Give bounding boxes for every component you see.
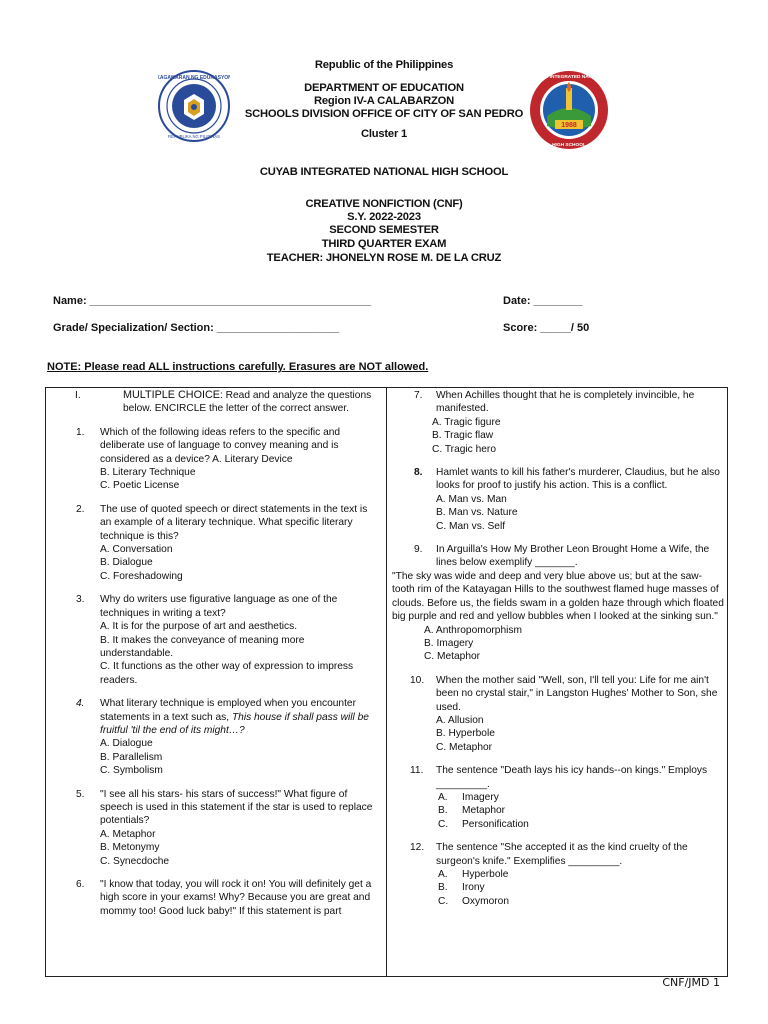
option-letter: A. xyxy=(438,791,448,803)
option-a[interactable]: A. Conversation xyxy=(100,544,173,556)
option-c[interactable] xyxy=(438,895,724,908)
question-11 xyxy=(392,764,724,831)
option-c[interactable]: C. Synecdoche xyxy=(100,855,170,867)
question-text: Why do writers use figurative language as one of the techniques in writing a text? xyxy=(100,594,338,619)
question-text: The use of quoted speech or direct statements in the text is an example of a literary technique. What specific literary technique is this? xyxy=(100,503,368,542)
question-6 xyxy=(48,878,380,918)
question-9 xyxy=(392,543,724,664)
department-line: DEPARTMENT OF EDUCATION xyxy=(304,82,464,94)
option-text: Oxymoron xyxy=(462,895,509,907)
svg-text:CUYAB INTEGRATED NATIONAL: CUYAB INTEGRATED NATIONAL xyxy=(531,75,607,80)
question-number: 8. xyxy=(414,467,423,479)
option-b[interactable]: B. Imagery xyxy=(424,637,474,649)
option-c[interactable] xyxy=(438,818,724,831)
svg-text:1988: 1988 xyxy=(561,122,577,129)
name-field[interactable]: Name: ______________________________________________ xyxy=(53,295,372,307)
option-text: Irony xyxy=(462,882,485,894)
section-instruction-a: : Read and analyze the questions xyxy=(220,390,372,401)
section-instruction-b: below. ENCIRCLE the letter of the correct answer. xyxy=(123,403,349,415)
question-text: "I see all his stars- his stars of success!" What figure of speech is used in this statement if the star is used to replace potentials? xyxy=(100,788,373,827)
option-b[interactable]: B. Hyperbole xyxy=(436,728,495,740)
republic-line: Republic of the Philippines xyxy=(314,59,454,71)
section-heading xyxy=(48,389,380,416)
option-c[interactable]: C. Foreshadowing xyxy=(100,570,183,582)
question-number: 4. xyxy=(76,698,85,710)
date-field[interactable]: Date: ________ xyxy=(503,295,583,307)
score-field[interactable]: Score: _____/ 50 xyxy=(503,322,590,334)
option-b[interactable]: B. Literary Technique xyxy=(100,467,196,479)
option-a[interactable]: A. Metaphor xyxy=(100,828,156,840)
option-c[interactable]: C. Tragic hero xyxy=(432,443,496,455)
quoted-passage: "The sky was wide and deep and very blue above us; but at the saw-tooth rim of the Katayagan Hills to the southwest flamed huge masses of clouds. Before us, the fields swam in a golden haze through which floated big purple and red and yellow bubbles when I looked at the sinking sun." xyxy=(392,570,724,623)
question-text: Hamlet wants to kill his father's murderer, Claudius, but he also looks for proof to justify his action. This is a conflict. xyxy=(436,467,720,492)
question-quote: This house if shall pass will be fruitful 'til the end of its might…? xyxy=(100,711,369,736)
page-footer: CNF/JMD 1 xyxy=(662,976,720,989)
question-7 xyxy=(392,389,724,456)
question-text: The sentence "She accepted it as the kind cruelty of the surgeon's knife." Exemplifies _________. xyxy=(436,842,688,867)
division-line: SCHOOLS DIVISION OFFICE OF CITY OF SAN PEDRO xyxy=(244,108,524,120)
question-2 xyxy=(48,503,380,583)
option-b[interactable]: B. Tragic flaw xyxy=(432,430,494,442)
option-c[interactable]: C. Metaphor xyxy=(424,651,481,663)
question-1 xyxy=(48,426,380,493)
cluster-line: Cluster 1 xyxy=(360,128,408,140)
subject-line: CREATIVE NONFICTION (CNF) xyxy=(305,198,463,210)
svg-text:REPUBLIKA NG PILIPINAS: REPUBLIKA NG PILIPINAS xyxy=(168,134,220,139)
option-b[interactable]: B. It makes the conveyance of meaning more understandable. xyxy=(100,634,305,659)
question-text xyxy=(100,697,380,737)
question-number: 3. xyxy=(76,594,85,606)
option-letter: A. xyxy=(438,869,448,880)
option-b[interactable] xyxy=(438,804,724,817)
option-letter: C. xyxy=(438,818,449,830)
left-column xyxy=(48,389,380,928)
question-text: When the mother said "Well, son, I'll tell you: Life for me ain't been no crystal stair," in Langston Hughes' Mother to Son, she used. xyxy=(436,674,718,713)
exam-line: THIRD QUARTER EXAM xyxy=(321,238,447,250)
option-a[interactable]: A. It is for the purpose of art and aesthetics. xyxy=(100,621,298,633)
question-4 xyxy=(48,697,380,777)
question-number: 9. xyxy=(414,544,423,556)
option-a[interactable]: A. Anthropomorphism xyxy=(424,624,522,636)
question-stem: What literary technique is employed when you encounter statements in a text such as, xyxy=(100,698,356,723)
teacher-line: TEACHER: JHONELYN ROSE M. DE LA CRUZ xyxy=(266,252,502,264)
option-a[interactable] xyxy=(438,791,724,804)
question-number: 2. xyxy=(76,503,85,515)
option-text: Personification xyxy=(462,818,529,830)
question-number: 11. xyxy=(410,765,424,777)
option-b[interactable]: B. Parallelism xyxy=(100,751,163,763)
question-number: 5. xyxy=(76,788,85,800)
question-number: 6. xyxy=(76,879,85,890)
option-a[interactable]: A. Tragic figure xyxy=(432,416,501,428)
option-c[interactable]: C. Poetic License xyxy=(100,480,180,492)
question-number: 1. xyxy=(76,426,85,438)
question-text: Which of the following ideas refers to the specific and deliberate use of language to convey meaning and is considered as a device? A. Literary Device xyxy=(100,426,341,465)
option-c[interactable]: C. Metaphor xyxy=(436,741,493,753)
question-number: 12. xyxy=(410,842,425,854)
option-b[interactable]: B. Metonymy xyxy=(100,842,160,854)
school-name: CUYAB INTEGRATED NATIONAL HIGH SCHOOL xyxy=(259,166,509,178)
grade-section-field[interactable]: Grade/ Specialization/ Section: ____________________ xyxy=(53,322,340,334)
question-3 xyxy=(48,593,380,687)
option-b[interactable]: B. Man vs. Nature xyxy=(436,507,518,519)
svg-text:KAGAWARAN NG EDUKASYON: KAGAWARAN NG EDUKASYON xyxy=(158,75,230,81)
region-line: Region IV-A CALABARZON xyxy=(314,95,454,107)
question-5 xyxy=(48,788,380,868)
section-title: MULTIPLE CHOICE xyxy=(123,389,220,401)
column-divider xyxy=(386,387,387,977)
question-text: In Arguilla's How My Brother Leon Brought Home a Wife, the lines below exemplify _______. xyxy=(436,544,710,569)
option-letter: B. xyxy=(438,882,448,894)
question-text: When Achilles thought that he is completely invincible, he manifested. xyxy=(436,390,695,415)
option-letter: B. xyxy=(438,805,448,817)
right-column xyxy=(392,389,724,918)
option-a[interactable]: A. Allusion xyxy=(436,714,484,726)
semester-line: SECOND SEMESTER xyxy=(329,224,439,236)
option-a[interactable] xyxy=(438,868,724,881)
option-c[interactable]: C. Symbolism xyxy=(100,765,163,777)
question-text: "I know that today, you will rock it on! You will definitely get a high score in your exams! Why? Because you are great and mommy too! Good luck baby!" If this statement is part xyxy=(100,879,372,917)
question-number: 10. xyxy=(410,674,425,686)
option-b[interactable] xyxy=(438,881,724,894)
option-text: Hyperbole xyxy=(462,869,509,880)
option-letter: C. xyxy=(438,895,449,907)
question-10 xyxy=(392,674,724,754)
section-numeral: I. xyxy=(75,390,81,401)
svg-text:HIGH SCHOOL: HIGH SCHOOL xyxy=(552,143,586,148)
question-number: 7. xyxy=(414,390,423,401)
question-8 xyxy=(392,466,724,533)
option-b[interactable]: B. Dialogue xyxy=(100,557,153,569)
option-a[interactable]: A. Dialogue xyxy=(100,738,153,750)
option-c[interactable]: C. It functions as the other way of expression to impress readers. xyxy=(100,661,354,686)
question-text: The sentence "Death lays his icy hands--on kings." Employs _________. xyxy=(436,765,708,790)
option-a[interactable]: A. Man vs. Man xyxy=(436,493,507,505)
option-c[interactable]: C. Man vs. Self xyxy=(436,520,506,532)
option-text: Metaphor xyxy=(462,805,506,817)
note-line: NOTE: Please read ALL instructions carefully. Erasures are NOT allowed. xyxy=(47,361,429,373)
option-text: Imagery xyxy=(462,791,499,803)
question-12 xyxy=(392,841,724,908)
school-year-line: S.Y. 2022-2023 xyxy=(347,211,421,223)
